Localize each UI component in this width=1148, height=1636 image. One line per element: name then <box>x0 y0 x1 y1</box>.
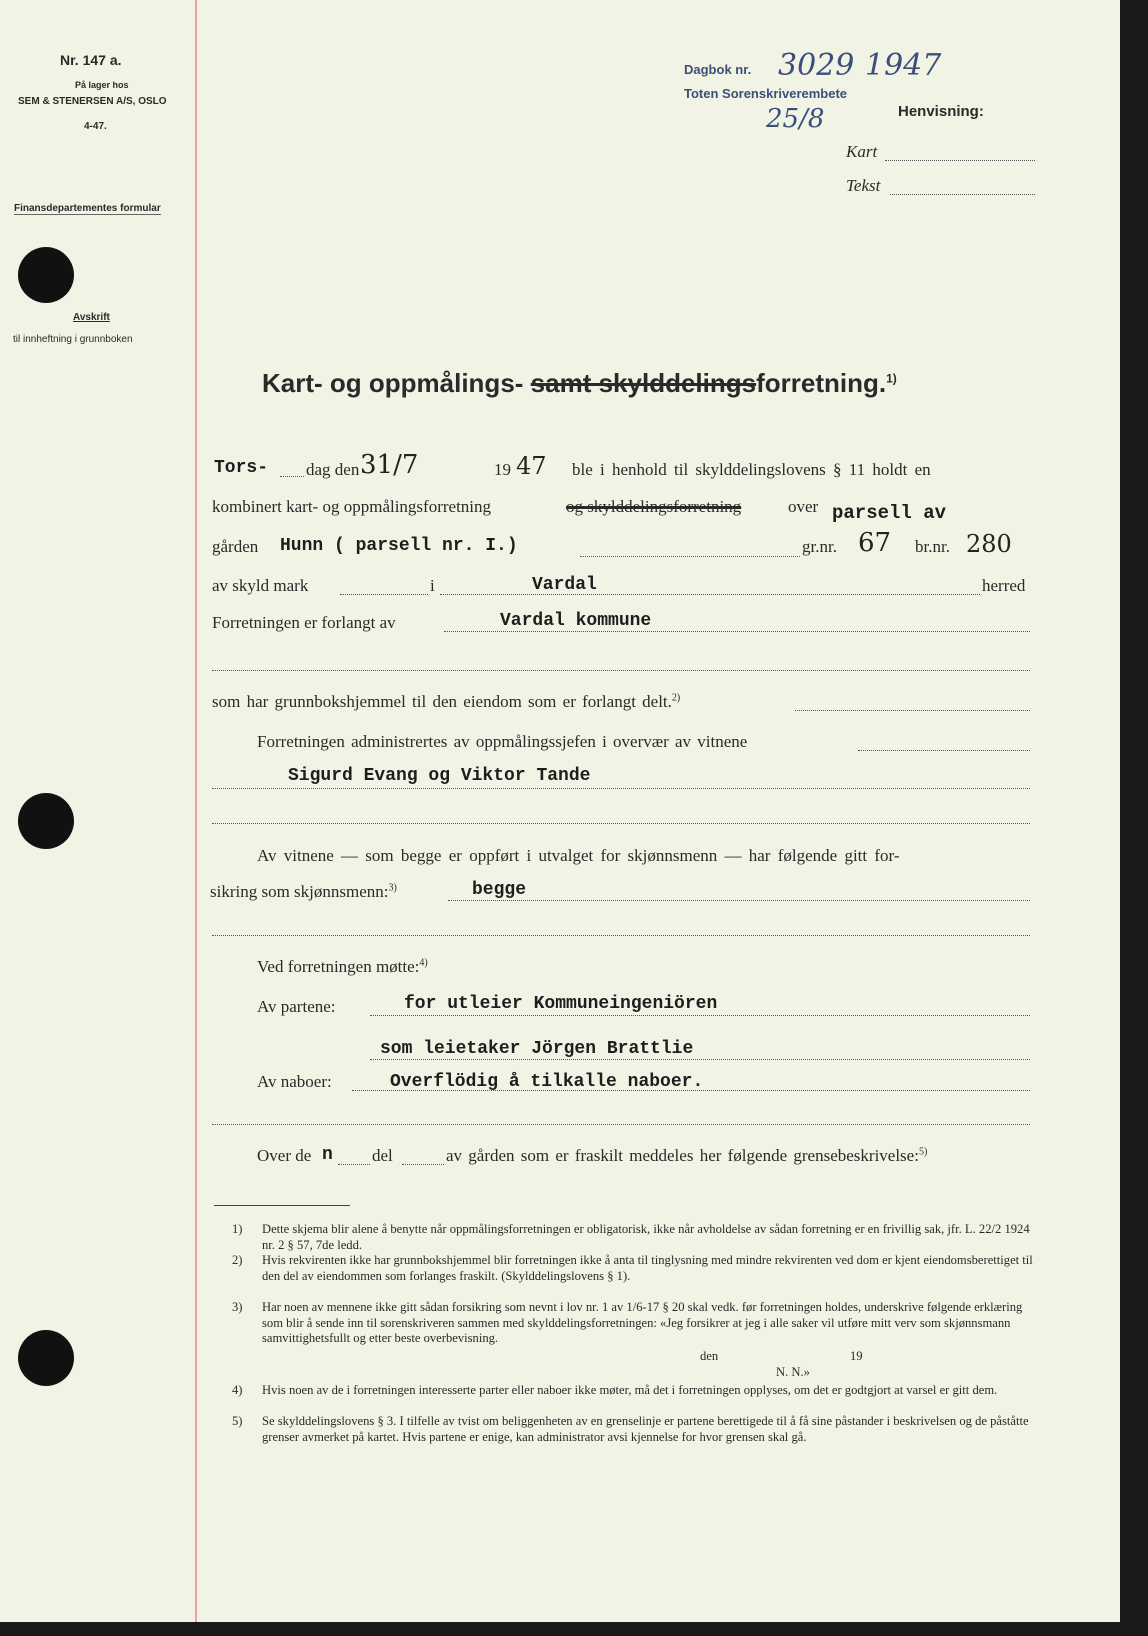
garden-label: gården <box>212 537 259 556</box>
paragraph-8-dots <box>448 900 1030 901</box>
blank-line-4 <box>212 1124 1030 1125</box>
dagbok-number: 3029 <box>778 48 855 83</box>
footnote-3 <box>232 1300 1040 1347</box>
blank-line-3 <box>212 935 1030 936</box>
i-label: i <box>430 576 435 595</box>
paragraph-1-rest: ble i henhold til skylddelingslovens § 11 holdt en <box>572 460 931 479</box>
paragraph-9 <box>257 957 428 977</box>
tekst-line <box>890 194 1035 195</box>
tekst-label: Tekst <box>846 176 881 195</box>
partene-line-2-dots <box>370 1059 1030 1060</box>
naboer-value: Overflödig å tilkalle naboer. <box>390 1072 704 1092</box>
title-main: Kart- og oppmålings- <box>262 368 524 398</box>
title-tail: forretning. <box>756 368 887 398</box>
paragraph-7-dots <box>858 750 1030 751</box>
footnote-3-year: 19 <box>850 1349 863 1363</box>
paragraph-10-c-text: av gården som er fraskilt meddeles her følgende grensebeskrivelse: <box>446 1146 919 1165</box>
document-title <box>262 368 897 399</box>
requested-by-dots <box>444 631 1030 632</box>
weekday-dots <box>280 476 304 477</box>
paragraph-8-b-text: sikring som skjønnsmenn: <box>210 882 389 901</box>
paragraph-2-b: over <box>788 497 819 516</box>
punch-hole-middle <box>18 793 74 849</box>
paragraph-10-note: 5) <box>918 1146 928 1158</box>
partene-dots <box>370 1015 1030 1016</box>
publisher-line-2: SEM & STENERSEN A/S, OSLO <box>18 96 167 107</box>
footnote-1 <box>232 1222 1040 1253</box>
meeting-date: 31/7 <box>360 450 419 480</box>
footnote-5 <box>232 1414 1040 1445</box>
punch-hole-top <box>18 247 74 303</box>
herred-label: herred <box>982 576 1026 595</box>
footnote-1-num: 1) <box>232 1222 243 1236</box>
partene-line-2: som leietaker Jörgen Brattlie <box>380 1039 694 1059</box>
paragraph-6-note: 2) <box>671 692 681 704</box>
paragraph-7: Forretningen administrertes av oppmålingssjefen i overvær av vitnene <box>257 732 748 751</box>
form-number: Nr. 147 a. <box>60 52 122 68</box>
title-note: 1) <box>886 371 897 386</box>
footnote-4-text: Hvis noen av de i forretningen interesserte parter eller naboer ikke møter, må det i forretningen opplyses, om det er godtgjort at varsel er gitt dem. <box>262 1383 998 1397</box>
paragraph-9-note: 4) <box>419 957 428 969</box>
grnr-label: gr.nr. <box>802 537 837 556</box>
skyld-dots <box>340 594 428 595</box>
paragraph-9-text: Ved forretningen møtte: <box>257 957 420 976</box>
paragraph-8-b <box>210 882 397 902</box>
publisher-line-1: På lager hos <box>75 80 129 90</box>
print-date: 4-47. <box>84 121 107 132</box>
year-suffix: 47 <box>516 452 547 480</box>
kart-label: Kart <box>846 142 878 161</box>
partene-line-1: for utleier Kommuneingeniören <box>404 994 718 1014</box>
paragraph-10-b: del <box>372 1146 393 1165</box>
grnr-value: 67 <box>858 528 892 558</box>
requested-by-label: Forretningen er forlangt av <box>212 613 396 632</box>
punch-hole-bottom <box>18 1330 74 1386</box>
skyld-mark: av skyld mark <box>212 576 309 595</box>
partene-label: Av partene: <box>257 997 336 1016</box>
year-prefix: 19 <box>494 460 511 479</box>
municipality: Vardal <box>532 575 597 595</box>
assessors: begge <box>472 880 527 900</box>
brnr-value: 280 <box>966 530 1012 558</box>
footnote-5-text: Se skylddelingslovens § 3. I tilfelle av tvist om beliggenheten av en grenselinje er partene berettigede til å få sine påstander i beskrivelsen og de påståtte grenser avmerket på kartet. Hvis partene er enige, kan administrator avsi kjennelse for hvor grensen skal gå. <box>262 1414 1029 1444</box>
footnote-2-text: Hvis rekvirenten ikke har grunnbokshjemmel blir forretningen ikke å anta til tinglysning med mindre rekvirenten ved dom er kjent eiendomsberettiget til den del av eiendommen som forlanges fraskilt. (Skylddelingslovens § 1). <box>262 1253 1033 1283</box>
paragraph-10-dots-1 <box>338 1164 370 1165</box>
farm-dots <box>580 556 800 557</box>
footnote-3-text: Har noen av mennene ikke gitt sådan forsikring som nevnt i lov nr. 1 av 1/6-17 § 20 skal vedk. før forretningen holdes, underskrive følgende erklæring som blir å sende inn til sorenskriveren sammen med skylddelingsforretningen: «Jeg forsikrer at jeg i alle saker vil utføre mitt verv som skjønnsmann samvittighetsfullt og etter beste overbevisning. <box>262 1300 1023 1345</box>
paragraph-10-c <box>446 1146 927 1166</box>
stamp-date: 25/8 <box>766 104 825 134</box>
margin-rule <box>195 0 197 1622</box>
paragraph-2-struck: og skylddelingsforretning <box>566 497 742 516</box>
copy-note: til innheftning i grunnboken <box>13 334 133 345</box>
paragraph-6-dots <box>795 710 1030 711</box>
naboer-label: Av naboer: <box>257 1072 332 1091</box>
footnote-rule <box>214 1205 350 1206</box>
witnesses-dots <box>212 788 1030 789</box>
title-struck: samt skylddelings <box>530 368 757 398</box>
paragraph-2-a: kombinert kart- og oppmålingsforretning <box>212 497 492 516</box>
paragraph-10-typed: n <box>322 1145 333 1165</box>
footnote-2-num: 2) <box>232 1253 243 1267</box>
blank-line-2 <box>212 823 1030 824</box>
footnote-3-sign: N. N.» <box>776 1365 810 1379</box>
farm-name: Hunn ( parsell nr. I.) <box>280 536 518 556</box>
paragraph-6 <box>212 692 680 712</box>
requested-by: Vardal kommune <box>500 611 652 631</box>
footnote-2 <box>232 1253 1040 1284</box>
kart-line <box>885 160 1035 161</box>
i-dots <box>440 594 980 595</box>
footnote-1-text: Dette skjema blir alene å benytte når oppmålingsforretningen er obligatorisk, ikke når avholdelse av sådan forretning er en frivillig sak, jfr. L. 22/2 1924 nr. 2 § 57, 7de ledd. <box>262 1222 1030 1252</box>
weekday: Tors- <box>214 458 269 478</box>
footnote-4-num: 4) <box>232 1383 243 1397</box>
paragraph-8-note: 3) <box>388 882 397 894</box>
office-name: Toten Sorenskriverembete <box>684 86 848 101</box>
dag-den: dag den <box>306 460 360 479</box>
footnote-3-den: den <box>700 1349 719 1363</box>
dagbok-year: 1947 <box>865 48 942 83</box>
paragraph-8-a: Av vitnene — som begge er oppført i utvalget for skjønnsmenn — har følgende gitt for- <box>257 846 900 865</box>
paragraph-6-text: som har grunnbokshjemmel til den eiendom som er forlangt delt. <box>212 692 672 711</box>
footnote-5-num: 5) <box>232 1414 243 1428</box>
paragraph-10-dots-2 <box>402 1164 444 1165</box>
brnr-label: br.nr. <box>915 537 950 556</box>
blank-line-1 <box>212 670 1030 671</box>
copy-heading: Avskrift <box>73 312 110 323</box>
witnesses: Sigurd Evang og Viktor Tande <box>288 766 591 786</box>
dagbok-label: Dagbok nr. <box>684 62 752 77</box>
footnote-3-num: 3) <box>232 1300 243 1314</box>
henvisning-label: Henvisning: <box>898 103 984 120</box>
paragraph-10-a: Over de <box>257 1146 312 1165</box>
footnote-4 <box>232 1383 1040 1399</box>
parsell-av: parsell av <box>832 502 947 524</box>
form-source: Finansdepartementes formular <box>14 203 161 214</box>
